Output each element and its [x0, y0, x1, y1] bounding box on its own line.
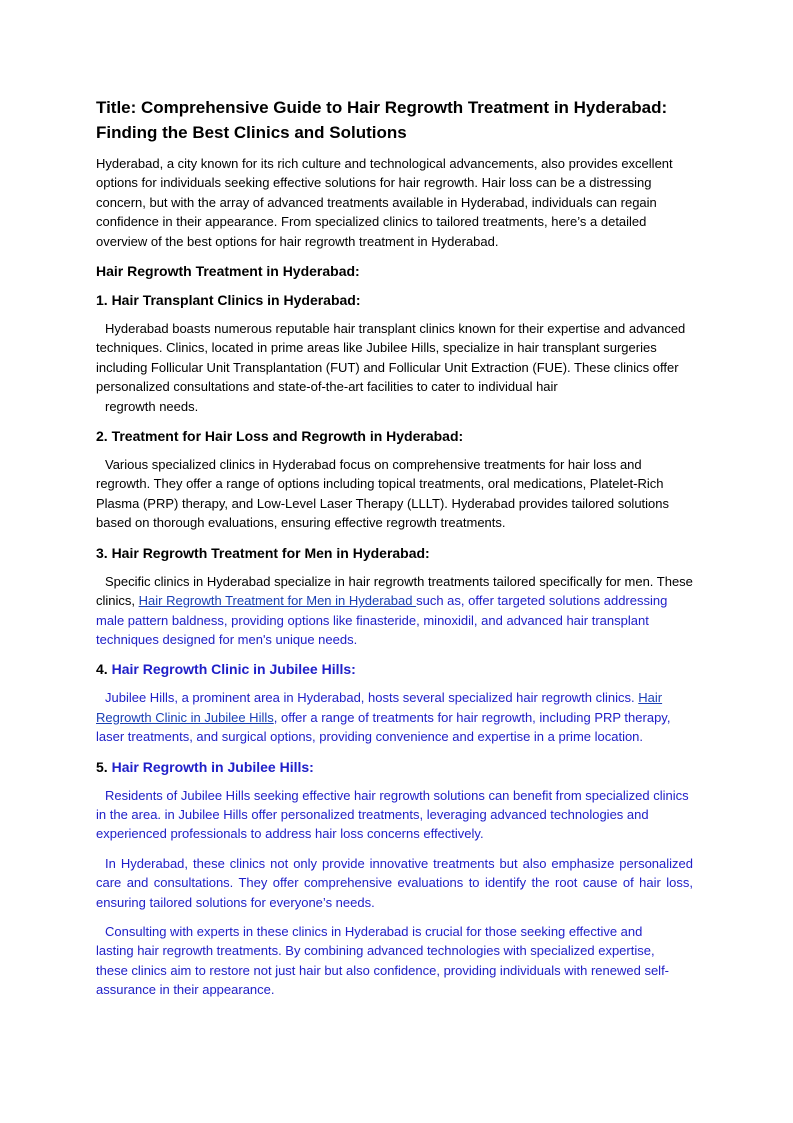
section-4-body: [96, 688, 693, 746]
hair-regrowth-clinic-jubilee-link[interactable]: Hair Regrowth Clinic in Jubilee Hills: [96, 690, 663, 725]
section-4-number: 4.: [96, 661, 112, 678]
hair-regrowth-men-link[interactable]: Hair Regrowth Treatment for Men in Hyderabad: [138, 593, 417, 609]
section-5-heading: [96, 757, 693, 777]
intro-paragraph: Hyderabad, a city known for its rich culture and technological advancements, also provides excellent options for individuals seeking effective solutions for hair regrowth. Hair loss can be a distressing concern, but with the array of advanced treatments available in Hyderabad, individuals can regain confidence in their appearance. From specialized clinics to tailored treatments, here’s a detailed overview of the best options for hair regrowth treatment in Hyderabad.: [96, 156, 673, 249]
section-2-body: Various specialized clinics in Hyderabad focus on comprehensive treatments for hair loss and regrowth. They offer a range of options including topical treatments, oral medications, Platelet-Rich Plasma (PRP) therapy, and Low-Level Laser Therapy (LLLT). Hyderabad provides tailored solutions based on thorough evaluations, ensuring effective regrowth treatments.: [96, 457, 670, 531]
section-5-number: 5.: [96, 758, 112, 775]
section-1-body: [96, 319, 693, 397]
section-4-text-end: , offer a range of treatments for hair regrowth, including PRP therapy, laser treatments, and surgical options, providing convenience and expertise in a prime location.: [96, 709, 671, 745]
section-5-paragraph-2: In Hyderabad, these clinics not only provide innovative treatments but also emphasize personalized care and consultations. They offer comprehensive evaluations to identify the root cause of hair loss, ensuring tailored solutions for everyone’s needs.: [96, 855, 693, 910]
section-4-heading-text: Hair Regrowth Clinic in Jubilee Hills:: [111, 661, 356, 678]
section-3-heading: 3. Hair Regrowth Treatment for Men in Hyderabad:: [96, 544, 430, 561]
section-2-heading: 2. Treatment for Hair Loss and Regrowth in Hyderabad:: [96, 428, 464, 445]
section-4-heading: [96, 659, 693, 679]
section-5-paragraph-1: Residents of Jubilee Hills seeking effective hair regrowth solutions can benefit from specialized clinics in the area. in Jubilee Hills offer personalized treatments, leveraging advanced technologies and experienced professionals to address hair loss concerns effectively.: [96, 787, 689, 842]
main-heading: Hair Regrowth Treatment in Hyderabad:: [96, 263, 360, 280]
section-1-text: Hyderabad boasts numerous reputable hair transplant clinics known for their expertise and advanced techniques. Clinics, located in prime areas like Jubilee Hills, specialize in hair transplant surgeries including Follicular Unit Transplantation (FUT) and Follicular Unit Extraction (FUE). These clinics offer personalized consultations and state-of-the-art facilities to cater to individual hair: [96, 321, 686, 395]
section-3-body: [96, 572, 693, 650]
section-4-text-start: Jubilee Hills, a prominent area in Hyderabad, hosts several specialized hair regrowth clinics.: [105, 690, 639, 706]
section-3-text-end: such as, offer targeted solutions addressing male pattern baldness, providing options like finasteride, minoxidil, and advanced hair transplant techniques designed for men's unique needs.: [96, 593, 668, 647]
section-5-heading-text: Hair Regrowth in Jubilee Hills:: [111, 758, 314, 775]
section-1-body-tail: regrowth needs.: [105, 398, 199, 414]
section-1-heading: 1. Hair Transplant Clinics in Hyderabad:: [96, 292, 361, 309]
document-title: Title: Comprehensive Guide to Hair Regrowth Treatment in Hyderabad: Finding the Best Clinics and Solutions: [96, 98, 668, 142]
section-5-paragraph-3: Consulting with experts in these clinics in Hyderabad is crucial for those seeking effective and lasting hair regrowth treatments. By combining advanced technologies with specialized expertise, these clinics aim to restore not just hair but also confidence, providing individuals with renewed self- assurance in their appearance.: [96, 923, 670, 998]
section-3-text-start: Specific clinics in Hyderabad specialize in hair regrowth treatments tailored specifically for men. These clinics,: [96, 573, 693, 609]
